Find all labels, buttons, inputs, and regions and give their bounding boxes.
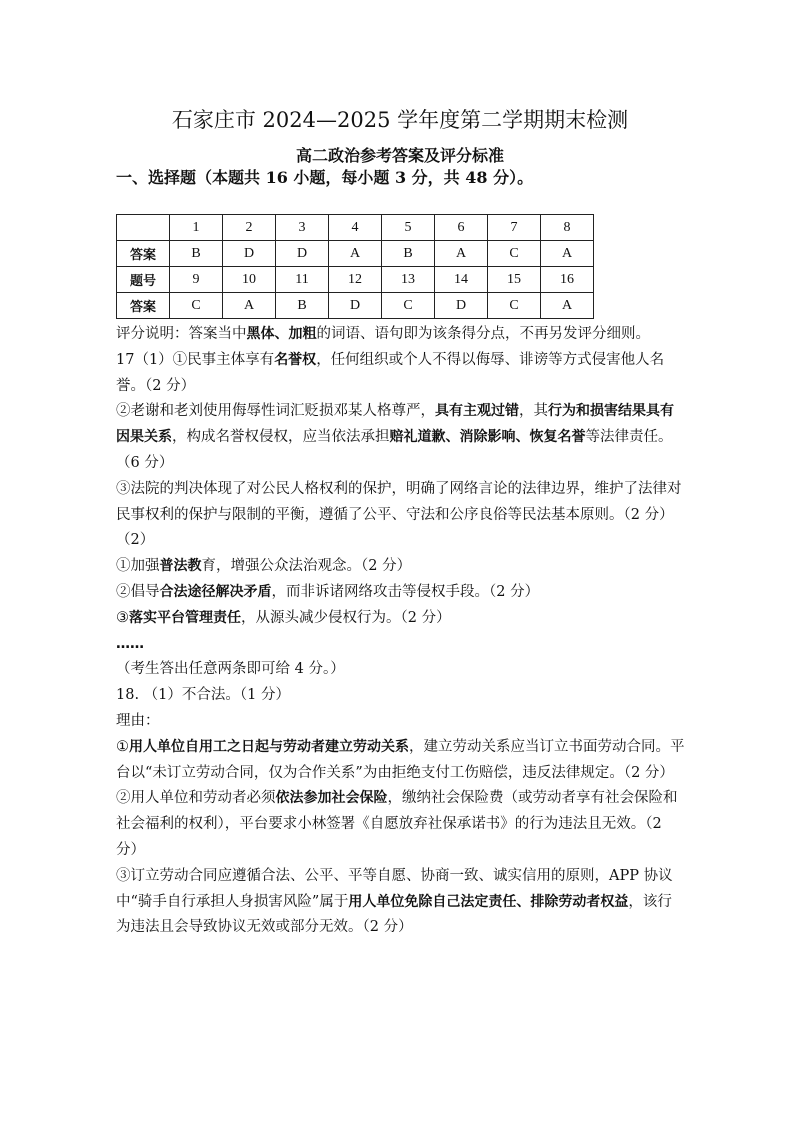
q17-part2-point3 [116, 606, 686, 632]
q18-reason-label: 理由： [116, 712, 160, 729]
bold-keyword: 名誉权 [274, 351, 317, 368]
table-row [117, 215, 594, 241]
table-cell: A [541, 241, 594, 267]
table-cell: 3 [276, 215, 329, 241]
text-span: 17（1）①民事主体享有 [116, 351, 275, 368]
bold-keyword: 黑体、加粗 [246, 326, 317, 342]
bold-keyword: 普法教 [159, 558, 202, 575]
section-heading: 一、选择题（本题共 16 小题，每小题 3 分，共 48 分）。 [116, 168, 534, 187]
q17-part1-point1 [116, 348, 686, 400]
text-span: ②用人单位和劳动者必须 [116, 790, 276, 807]
text-span: 等法律责任。（6 分） [116, 429, 673, 471]
table-cell: 5 [382, 215, 435, 241]
q18-part1: 18. （1）不合法。（1 分） [116, 687, 290, 704]
bold-keyword: 用人单位免除自己法定责任、排除劳动者权益 [348, 893, 629, 910]
table-cell: 14 [435, 267, 488, 293]
table-row-header: 题号 [117, 267, 170, 293]
table-cell: D [329, 293, 382, 319]
table-row [117, 267, 594, 293]
q18-reason1 [116, 735, 686, 787]
answer-table [116, 214, 594, 319]
table-row-header: 答案 [117, 293, 170, 319]
bold-keyword: 行为和损害结果具有因果关系 [116, 403, 674, 446]
table-cell: B [276, 293, 329, 319]
table-cell [117, 215, 170, 241]
table-cell: 13 [382, 267, 435, 293]
q17-note: （考生答出任意两条即可给 4 分。） [116, 661, 345, 678]
text-span: ，其 [519, 403, 548, 420]
table-cell: 6 [435, 215, 488, 241]
table-cell: C [170, 293, 223, 319]
page-subtitle: 高二政治参考答案及评分标准 [295, 146, 504, 165]
q18-reason3 [116, 864, 686, 941]
bold-keyword: 落实平台管理责任 [129, 609, 241, 626]
bold-keyword: 用人单位自用工之日起与劳动者建立劳动关系 [129, 738, 409, 755]
table-cell: 16 [541, 267, 594, 293]
bold-keyword: 依法参加社会保险 [275, 790, 388, 807]
table-cell: 1 [170, 215, 223, 241]
table-cell: 2 [223, 215, 276, 241]
q17-part1-point2 [116, 399, 686, 476]
table-row-header: 答案 [117, 241, 170, 267]
text-span: ①加强 [116, 558, 160, 575]
table-cell: D [276, 241, 329, 267]
text-span: ，而非诉诸网络攻击等侵权手段。（2 分） [271, 583, 540, 600]
text-span: ，从源头减少侵权行为。（2 分） [241, 609, 451, 626]
q17-part2-point2 [116, 580, 686, 606]
table-cell: D [223, 241, 276, 267]
table-cell: 8 [541, 215, 594, 241]
table-cell: A [435, 241, 488, 267]
table-cell: C [488, 293, 541, 319]
table-cell: B [382, 241, 435, 267]
table-cell: 4 [329, 215, 382, 241]
q17-part2-point1 [116, 554, 686, 580]
q17-part2-label: （2） [116, 532, 155, 549]
text-span: ，建立劳动关系应当订立书面劳动合同。平台以“未订立劳动合同，仅为合作关系”为由拒绝支付工伤赔偿，违反法律规定。（2 分） [116, 738, 685, 781]
q18-reason2 [116, 786, 686, 863]
text-span: ③ [116, 609, 129, 626]
bold-keyword: 赔礼道歉、消除影响、恢复名誉 [389, 429, 586, 446]
text-span: 的词语、语句即为该条得分点，不再另发评分细则。 [316, 326, 650, 342]
text-span: ③订立劳动合同应遵循合法、公平、平等自愿、协商一致、诚实信用的原则，APP 协议中“骑手自行承担人身损害风险”属于 [116, 867, 673, 910]
table-row [117, 293, 594, 319]
text-span: ① [116, 738, 129, 755]
ellipsis: …… [116, 635, 144, 652]
table-cell: 15 [488, 267, 541, 293]
table-cell: A [223, 293, 276, 319]
table-cell: 12 [329, 267, 382, 293]
bold-keyword: 合法途径解决矛盾 [159, 583, 272, 600]
table-cell: 11 [276, 267, 329, 293]
page-title: 石家庄市 2024—2025 学年度第二学期期末检测 [171, 108, 629, 132]
table-cell: A [541, 293, 594, 319]
bold-keyword: 具有主观过错 [435, 403, 519, 420]
table-cell: D [435, 293, 488, 319]
table-cell: 7 [488, 215, 541, 241]
table-row [117, 241, 594, 267]
answer-body [116, 322, 686, 941]
q17-part1-point3: ③法院的判决体现了对公民人格权利的保护，明确了网络言论的法律边界，维护了法律对民事权利的保护与限制的平衡，遵循了公平、守法和公序良俗等民法基本原则。（2 分） [116, 480, 682, 523]
table-cell: B [170, 241, 223, 267]
table-cell: A [329, 241, 382, 267]
text-span: 育，增强公众法治观念。（2 分） [201, 558, 412, 575]
text-span: ②倡导 [116, 583, 160, 600]
text-span: ，任何组织或个人不得以侮辱、诽谤等方式侵害他人名誉。（2 分） [116, 351, 665, 394]
text-span: ，缴纳社会保险费（或劳动者享有社会保险和社会福利的权利），平台要求小林签署《自愿放弃社保承诺书》的行为违法且无效。（2 分） [116, 790, 678, 858]
text-span: ，该行为违法且会导致协议无效或部分无效。（2 分） [116, 893, 672, 936]
table-cell: C [488, 241, 541, 267]
table-cell: 10 [223, 267, 276, 293]
scoring-note [116, 322, 686, 348]
text-span: ，构成名誉权侵权，应当依法承担 [172, 429, 390, 446]
text-span: ②老谢和老刘使用侮辱性词汇贬损邓某人格尊严， [116, 403, 435, 420]
table-cell: 9 [170, 267, 223, 293]
text-span: 评分说明：答案当中 [116, 326, 247, 342]
table-cell: C [382, 293, 435, 319]
